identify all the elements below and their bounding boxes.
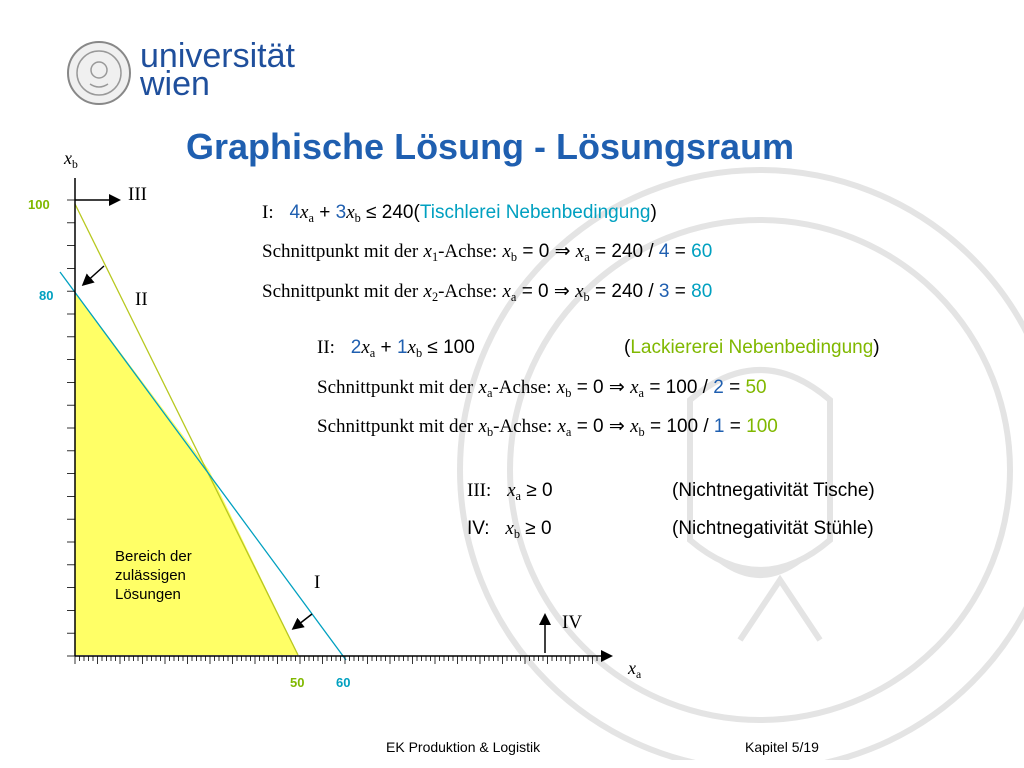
constraint-I-direction-arrow [294, 614, 312, 628]
page-title: Graphische Lösung - Lösungsraum [186, 126, 795, 167]
feasible-region-label: Bereich der zulässigen Lösungen [115, 548, 192, 603]
constraint-I-intercept-2: Schnittpunkt mit der $x_2$-Achse: $x_a = 0$ ⇒ $x_b = 240 / 3 = 80$ [262, 281, 713, 304]
constraint-IV-note: (Nichtnegativität Stühle) [672, 518, 874, 539]
constraint-I-inequality: I: $4x_a + 3x_b$ ≤ 240(Tischlerei Nebenbedingung) [262, 202, 657, 225]
y-axis-ticks [67, 200, 75, 656]
constraint-I-intercept-1: Schnittpunkt mit der $x_1$-Achse: $x_b = 0$ ⇒ $x_a = 240 / 4 = 60$ [262, 241, 713, 264]
logo-line2: wien [140, 65, 210, 103]
constraint-II-inequality: II: $2x_a + 1x_b \le 100$ [317, 337, 475, 360]
constraint-III-note: (Nichtnegativität Tische) [672, 480, 875, 501]
logo-line1: universität [140, 37, 295, 75]
line-label-I: I [314, 572, 321, 593]
y-tick-label-80: 80 [39, 288, 54, 303]
x-tick-label-50: 50 [290, 675, 305, 690]
line-label-II: II [135, 289, 148, 310]
constraint-II-direction-arrow [84, 266, 104, 284]
y-axis-label: $x_b$ [64, 148, 78, 171]
constraint-II-intercept-2: Schnittpunkt mit der $x_b$-Achse: $x_a = 0$ ⇒ $x_b = 100 / 1 = 100$ [317, 416, 778, 439]
x-tick-label-60: 60 [336, 675, 351, 690]
line-label-III: III [128, 184, 147, 205]
constraint-III: III: $x_a \ge 0$ [467, 480, 553, 503]
constraint-II-intercept-1: Schnittpunkt mit der $x_a$-Achse: $x_b = 0$ ⇒ $x_a = 100 / 2 = 50$ [317, 377, 767, 400]
constraint-IV: IV: $x_b \ge 0$ [467, 518, 552, 541]
x-axis-ticks [75, 656, 597, 664]
line-label-IV: IV [562, 612, 583, 633]
footer-chapter: Kapitel 5/19 [745, 739, 819, 755]
footer-course: EK Produktion & Logistik [386, 739, 541, 755]
x-axis-label: $x_a$ [628, 658, 642, 681]
constraint-II-note: (Lackiererei Nebenbedingung) [624, 337, 880, 358]
y-tick-label-100: 100 [28, 197, 50, 212]
